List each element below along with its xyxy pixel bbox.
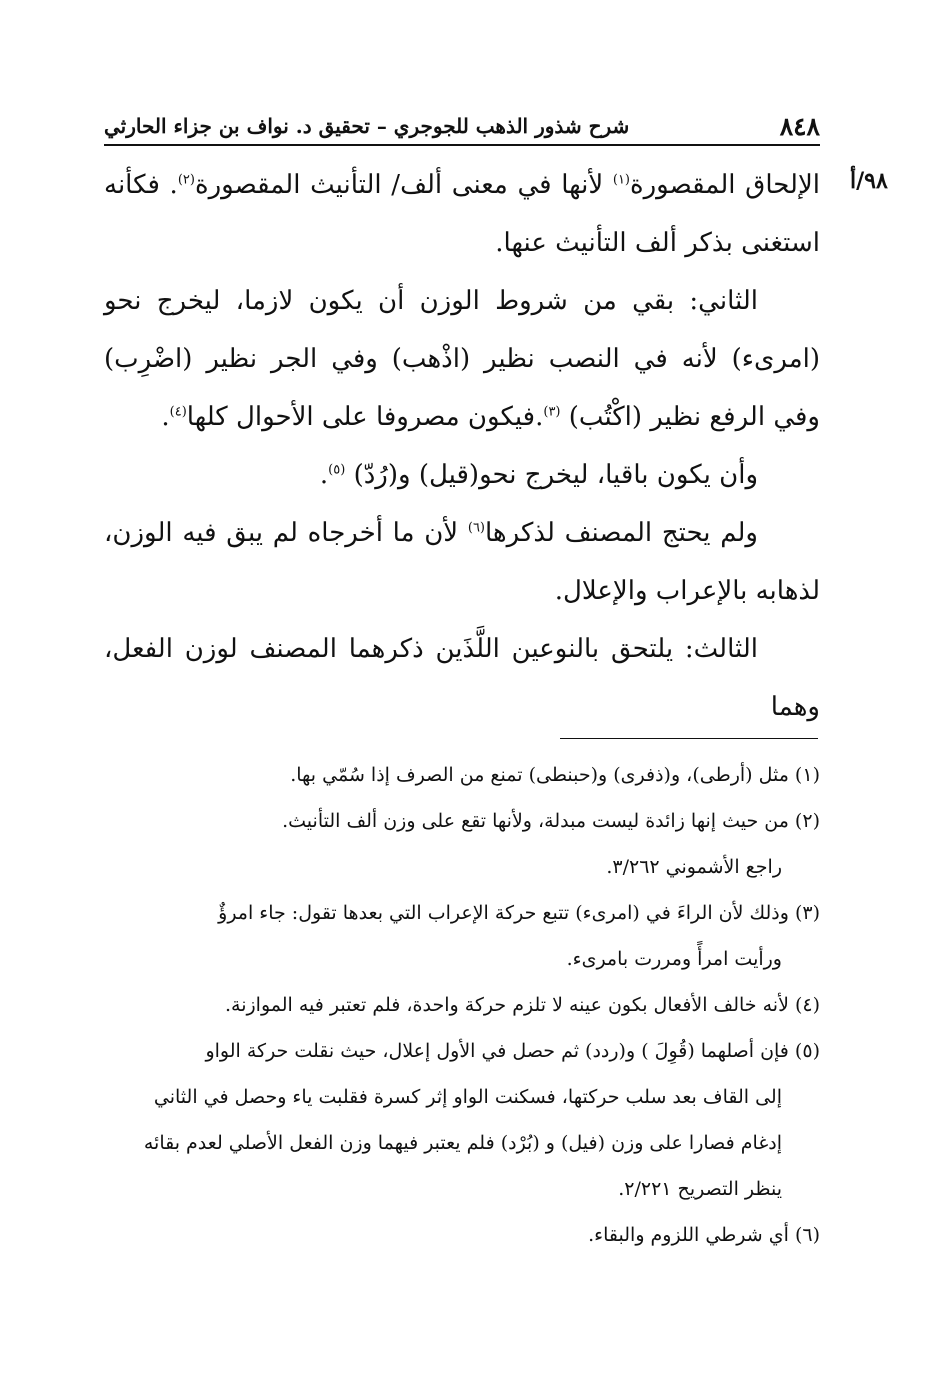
paragraph-4: ولم يحتج المصنف لذكرها$^{(٦)}$ لأن ما أخرجاه لم يبق فيه الوزن، لذهابه بالإعراب والإعلال. <box>104 518 820 606</box>
page-number: ٨٤٨ <box>779 111 820 141</box>
footnote-2: (٢) من حيث إنها زائدة ليست مبدلة، ولأنها تقع على وزن ألف التأنيث. <box>282 810 820 832</box>
page-header <box>104 108 820 146</box>
paragraph-5: الثالث: يلتحق بالنوعين اللَّذَين ذكرهما المصنف لوزن الفعل، وهما <box>104 634 820 722</box>
footnote-ref-1: (١) <box>612 172 630 188</box>
footnote-4: (٤) لأنه خالف الأفعال بكون عينه لا تلزم حركة واحدة، فلم تعتبر فيه الموازنة. <box>224 994 820 1016</box>
footnote-ref-2: (٢) <box>177 172 195 188</box>
footnote-3: (٣) وذلك لأن الراءَ في (امرىء) تتبع حركة الإعراب التي بعدها تقول: جاء امرؤٌ <box>218 902 820 924</box>
footnote-ref-5: (٥) <box>328 462 346 478</box>
paragraph-1: الإلحاق المقصورة$^{(١)}$ لأنها في معنى ألف/ التأنيث المقصورة$^{(٢)}$. فكأنه استغنى بذكر ألف التأنيث عنها. <box>104 170 821 258</box>
footnote-2-cont: راجع الأشموني ٣/٢٦٢. <box>606 856 782 878</box>
main-text <box>104 156 820 736</box>
footnote-5: (٥) فإن أصلهما (قُوِلَ ) و(ردد) ثم حصل في الأول إعلال، حيث نقلت حركة الواو <box>205 1040 820 1062</box>
footnotes <box>104 752 820 1258</box>
footnote-ref-3: (٣) <box>543 404 561 420</box>
paragraph-2: الثاني: بقي من شروط الوزن أن يكون لازما، ليخرج نحو (امرىء) لأنه في النصب نظير (اذْهب) وفي الجر نظير (اضْرِب) وفي الرفع نظير (اكْتُب) $^{(٣)}$.فيكون مصروفا على الأحوال كلها$^{(٤)}$. <box>104 286 820 432</box>
footnote-5-line-2: إلى القاف بعد سلب حركتها، فسكنت الواو إثر كسرة فقلبت ياء وحصل في الثاني <box>153 1086 782 1108</box>
manuscript-folio-ref: ٩٨/أ <box>850 168 888 194</box>
paragraph-3: وأن يكون باقيا، ليخرج نحو(قيل) و(رُدّ) $^{(٥)}$. <box>319 460 758 490</box>
footnote-ref-4: (٤) <box>169 404 187 420</box>
footnote-6: (٦) أي شرطي اللزوم والبقاء. <box>588 1224 820 1246</box>
footnote-5-line-4: ينظر التصريح ٢/٢٢١. <box>618 1178 782 1200</box>
footnote-5-line-3: إدغام فصارا على وزن (فيل) و (بُرْد) فلم يعتبر فيهما وزن الفعل الأصلي لعدم بقائه <box>143 1132 782 1154</box>
footnote-1: (١) مثل (أرطى)، و(ذفرى) و(حبنطى) تمنع من الصرف إذا سُمّي بها. <box>290 764 820 786</box>
footnote-ref-6: (٦) <box>467 520 485 536</box>
footnote-3-cont: ورأيت امرأً ومررت بامرىء. <box>566 948 782 970</box>
running-title: شرح شذور الذهب للجوجري – تحقيق د. نواف بن جزاء الحارثي <box>104 114 630 138</box>
footnote-separator <box>560 738 818 739</box>
